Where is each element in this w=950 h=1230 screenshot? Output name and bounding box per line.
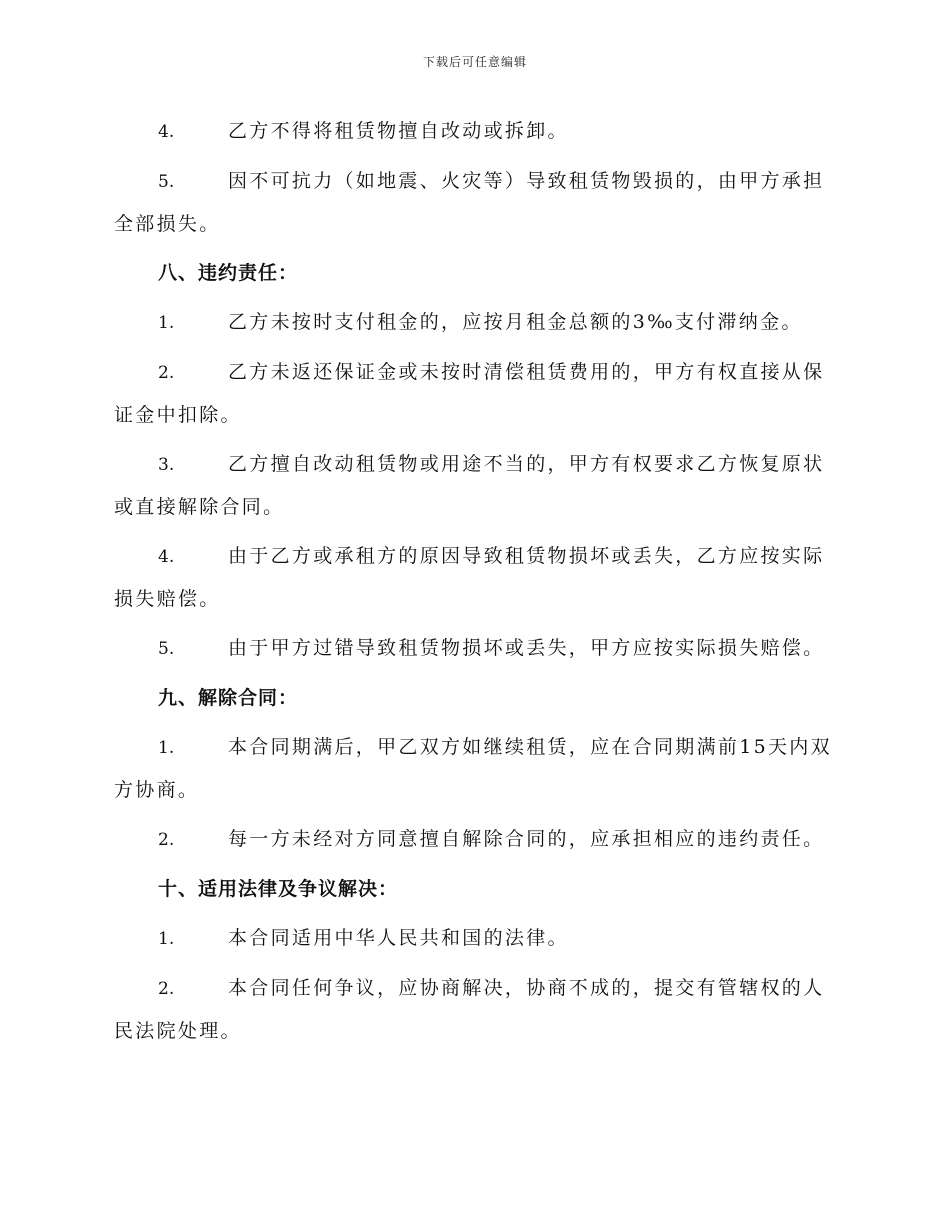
clause-7-4 bbox=[114, 110, 834, 153]
clause-number: 5. bbox=[158, 639, 175, 659]
clause-number: 4. bbox=[158, 547, 175, 567]
clause-number: 1. bbox=[158, 738, 175, 758]
clause-10-1 bbox=[114, 917, 834, 960]
clause-text: 由于乙方或承租方的原因导致租赁物损坏或丢失，乙方应按实际损失赔偿。 bbox=[114, 545, 825, 610]
clause-number: 4. bbox=[158, 122, 175, 142]
clause-8-3 bbox=[114, 443, 834, 528]
clause-8-4 bbox=[114, 535, 834, 620]
page-header: 下载后可任意编辑 bbox=[422, 55, 527, 69]
clause-number: 2. bbox=[158, 363, 175, 383]
section-title-termination: 九、解除合同： bbox=[158, 687, 299, 709]
clause-text: 本合同任何争议，应协商解决，协商不成的，提交有管辖权的人民法院处理。 bbox=[114, 977, 825, 1042]
clause-number: 1. bbox=[158, 929, 175, 949]
clause-9-1 bbox=[114, 726, 834, 811]
clause-text: 乙方擅自改动租赁物或用途不当的，甲方有权要求乙方恢复原状或直接解除合同。 bbox=[114, 453, 825, 518]
clause-text: 每一方未经对方同意擅自解除合同的，应承担相应的违约责任。 bbox=[228, 828, 825, 850]
clause-number: 2. bbox=[158, 979, 175, 999]
clause-number: 3. bbox=[158, 455, 175, 475]
clause-number: 1. bbox=[158, 313, 175, 333]
clause-text: 因不可抗力（如地震、火灾等）导致租赁物毁损的，由甲方承担全部损失。 bbox=[114, 170, 825, 235]
clause-text: 乙方未按时支付租金的，应按月租金总额的3‰支付滞纳金。 bbox=[228, 311, 803, 333]
clause-number: 2. bbox=[158, 830, 175, 850]
document-body bbox=[114, 110, 834, 1059]
clause-9-2 bbox=[114, 818, 834, 861]
clause-7-5 bbox=[114, 160, 834, 245]
clause-text: 本合同适用中华人民共和国的法律。 bbox=[228, 927, 569, 949]
clause-text: 乙方未返还保证金或未按时清偿租赁费用的，甲方有权直接从保证金中扣除。 bbox=[114, 361, 825, 426]
clause-text: 乙方不得将租赁物擅自改动或拆卸。 bbox=[228, 120, 569, 142]
clause-8-5 bbox=[114, 627, 834, 670]
section-title-law: 十、适用法律及争议解决： bbox=[158, 878, 399, 900]
clause-number: 5. bbox=[158, 172, 175, 192]
section-title-breach: 八、违约责任： bbox=[158, 262, 299, 284]
clause-8-2 bbox=[114, 351, 834, 436]
clause-text: 本合同期满后，甲乙双方如继续租赁，应在合同期满前15天内双方协商。 bbox=[114, 736, 832, 801]
clause-text: 由于甲方过错导致租赁物损坏或丢失，甲方应按实际损失赔偿。 bbox=[228, 637, 825, 659]
clause-8-1 bbox=[114, 301, 834, 344]
clause-10-2 bbox=[114, 967, 834, 1052]
